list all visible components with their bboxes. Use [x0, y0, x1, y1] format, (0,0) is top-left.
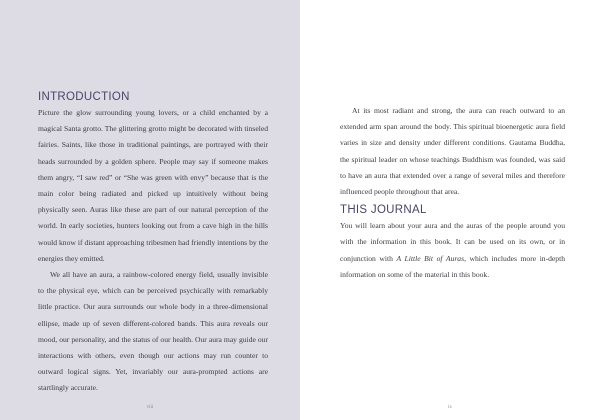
right-page [300, 0, 600, 420]
journal-text-after: , which includes more in-depth information on some of the material in this book. [340, 253, 565, 279]
this-journal-heading: THIS JOURNAL [340, 204, 427, 217]
right-page-content [340, 103, 565, 283]
page-number-left: viii [146, 405, 154, 410]
intro-paragraph-2: We all have an aura, a rainbow-colored energy field, usually invisible to the physical eye, which can be perceived psychically with remarkably little practice. Our aura surrounds our whole body in a three-dimensional ellipse, made up of seven different-colored bands. This aura reveals our mood, our personality, and the status of our health. Our aura may guide our interactions with others, even though our actions may run counter to outward logical signs. Yet, invariably our aura-prompted actions are startlingly accurate. [38, 270, 268, 393]
journal-text-before: You will learn about your aura and the auras of the people around you with the information in this book. It can be used on its own, or in conjunction with [340, 221, 565, 263]
intro-paragraph-1: Picture the glow surrounding young lovers, or a child enchanted by a magical Santa grotto. The glittering grotto might be decorated with tinseled fairies. Saints, like those in traditional paintings, are portrayed with their heads surrounded by a golden sphere. People may say if someone makes them angry, “I saw red” or “She was green with envy” because that is the main color being radiated and picked up intuitively without being physically seen. Auras like these are part of our natural perception of the world. In early societies, hunters looking out from a cave high in the hills would know if distant approaching tribesmen had friendly intentions by the energies they emitted. [38, 108, 268, 263]
introduction-heading: INTRODUCTION [38, 91, 130, 103]
left-page-content [38, 91, 268, 397]
book-title-reference: A Little Bit of Auras [396, 253, 465, 263]
aura-paragraph: At its most radiant and strong, the aura can reach outward to an extended arm span around the body. This spiritual bioenergetic aura field varies in size and density under different conditions. Gautama Buddha, the spiritual leader on whose teachings Buddhism was founded, was said to have an aura that extended over a range of several miles and therefore influenced people throughout that area. [340, 106, 565, 197]
journal-paragraph [340, 218, 565, 283]
page-number-right: ix [448, 405, 452, 410]
